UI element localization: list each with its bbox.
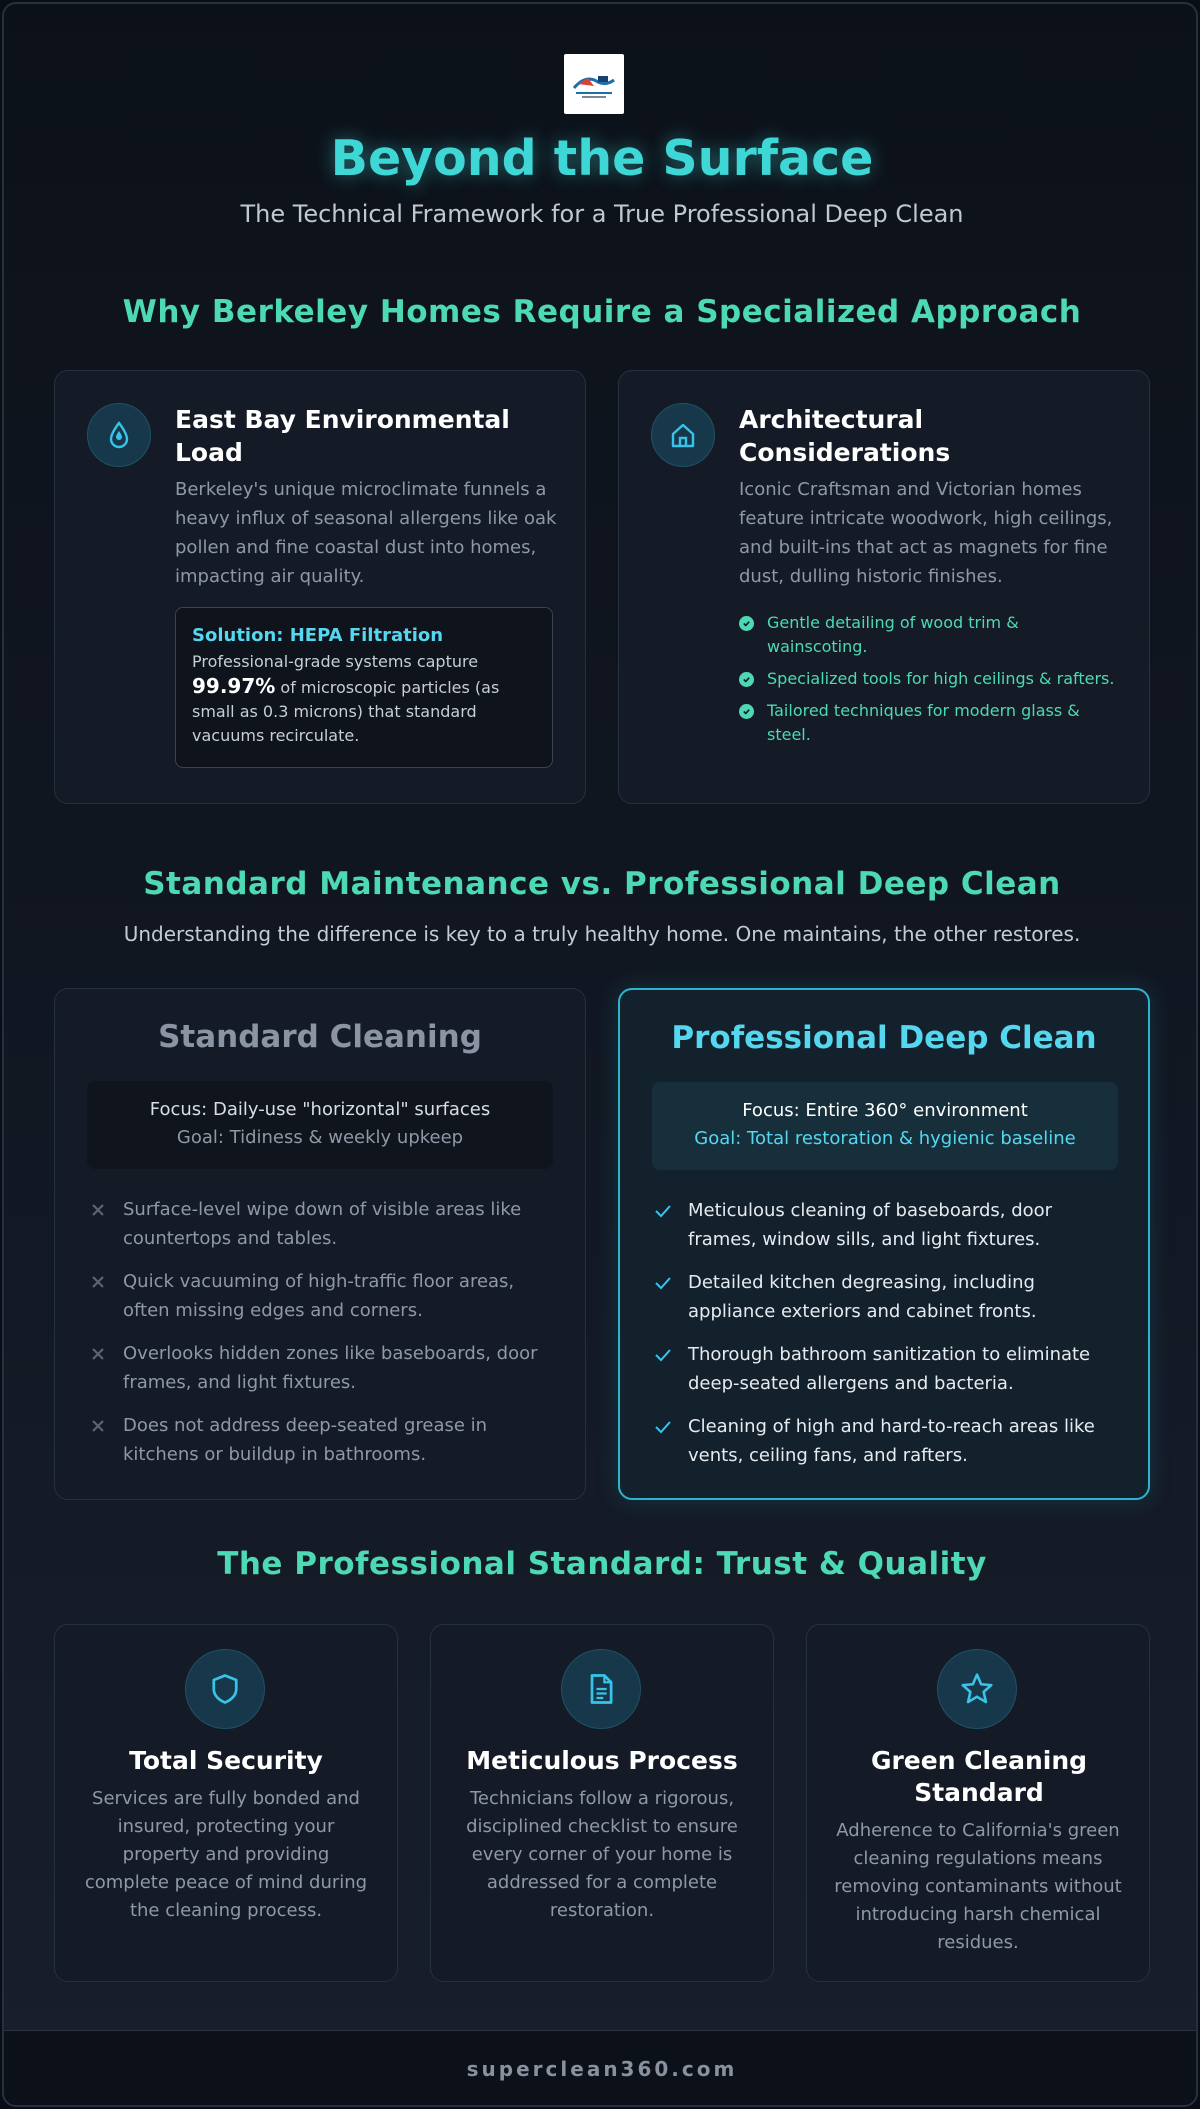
check-icon — [654, 1274, 672, 1292]
standard-cleaning-title: Standard Cleaning — [158, 1019, 482, 1055]
green-cleaning-card — [806, 1624, 1150, 1982]
solution-body — [192, 650, 536, 748]
environmental-load-body: Berkeley's unique microclimate funnels a heavy influx of seasonal allergens like oak pollen and fine coastal dust into homes, impacting air quality. — [175, 479, 557, 587]
list-item-text: Quick vacuuming of high-traffic floor areas, often missing edges and corners. — [123, 1271, 515, 1321]
footer — [4, 2030, 1198, 2107]
list-item — [87, 1411, 557, 1469]
architectural-checklist — [739, 611, 1119, 755]
list-item — [739, 611, 1119, 659]
check-icon — [654, 1346, 672, 1364]
deep-clean-list — [652, 1196, 1122, 1484]
list-item-text: Surface-level wipe down of visible areas like countertops and tables. — [123, 1199, 522, 1249]
page-subtitle: The Technical Framework for a True Professional Deep Clean — [240, 200, 964, 228]
deep-focus: Focus: Entire 360° environment — [742, 1100, 1028, 1121]
process-body: Technicians follow a rigorous, disciplined checklist to ensure every corner of your home is addressed for a complete restoration. — [466, 1788, 738, 1921]
standard-focus: Focus: Daily-use "horizontal" surfaces — [149, 1099, 491, 1120]
check-icon — [654, 1202, 672, 1220]
environmental-load-card — [54, 370, 586, 804]
x-icon — [89, 1201, 107, 1219]
deep-clean-title: Professional Deep Clean — [671, 1020, 1097, 1056]
solution-post-text: of microscopic particles (as small as 0.3 microns) that standard vacuums recirculate. — [192, 678, 500, 745]
x-icon — [89, 1345, 107, 1363]
list-item — [739, 667, 1119, 691]
home-icon — [651, 403, 715, 467]
list-item — [652, 1412, 1122, 1470]
check-circle-icon — [739, 704, 754, 719]
compare-section-title: Standard Maintenance vs. Professional Deep Clean — [143, 866, 1061, 902]
deep-goal: Goal: Total restoration & hygienic baseline — [694, 1128, 1076, 1149]
shield-icon — [185, 1649, 265, 1729]
check-icon — [654, 1418, 672, 1436]
water-drop-icon — [87, 403, 151, 467]
list-item-text: Overlooks hidden zones like baseboards, door frames, and light fixtures. — [123, 1343, 538, 1393]
company-logo — [564, 54, 624, 114]
process-card — [430, 1624, 774, 1982]
x-icon — [89, 1273, 107, 1291]
list-item-text: Detailed kitchen degreasing, including appliance exteriors and cabinet fronts. — [688, 1272, 1037, 1322]
list-item — [87, 1339, 557, 1397]
list-item — [652, 1196, 1122, 1254]
deep-focus-box — [652, 1082, 1118, 1170]
why-section-title: Why Berkeley Homes Require a Specialized Approach — [122, 294, 1082, 330]
deep-clean-card — [618, 988, 1150, 1500]
list-item — [652, 1268, 1122, 1326]
security-card — [54, 1624, 398, 1982]
environmental-load-title: East Bay Environmental Load — [175, 405, 510, 467]
solution-pre-text: Professional-grade systems capture — [192, 652, 479, 671]
list-item-text: Tailored techniques for modern glass & steel. — [767, 701, 1080, 744]
standard-cleaning-card — [54, 988, 586, 1500]
standard-goal: Goal: Tidiness & weekly upkeep — [176, 1127, 464, 1148]
page-title: Beyond the Surface — [330, 130, 874, 187]
architectural-card — [618, 370, 1150, 804]
hepa-solution-box — [175, 607, 553, 768]
logo-mark-icon — [568, 64, 620, 104]
list-item-text: Thorough bathroom sanitization to eliminate deep-seated allergens and bacteria. — [688, 1344, 1091, 1394]
solution-stat: 99.97% — [192, 674, 276, 698]
document-icon — [561, 1649, 641, 1729]
standard-list — [87, 1195, 557, 1483]
list-item — [739, 699, 1119, 747]
list-item — [652, 1340, 1122, 1398]
solution-title: Solution: HEPA Filtration — [192, 625, 444, 646]
infographic-page — [2, 2, 1198, 2107]
green-cleaning-title: Green Cleaning Standard — [870, 1746, 1088, 1807]
list-item-text: Gentle detailing of wood trim & wainscoting. — [767, 613, 1019, 656]
process-title: Meticulous Process — [466, 1746, 738, 1775]
list-item-text: Meticulous cleaning of baseboards, door frames, window sills, and light fixtures. — [688, 1200, 1053, 1250]
list-item-text: Specialized tools for high ceilings & rafters. — [767, 669, 1115, 688]
standard-focus-box — [87, 1081, 553, 1169]
architectural-body: Iconic Craftsman and Victorian homes feature intricate woodwork, high ceilings, and built-ins that act as magnets for fine dust, dulling historic finishes. — [739, 479, 1113, 587]
check-circle-icon — [739, 616, 754, 631]
architectural-title: Architectural Considerations — [739, 405, 951, 467]
star-icon — [937, 1649, 1017, 1729]
security-body: Services are fully bonded and insured, protecting your property and providing complete peace of mind during the cleaning process. — [84, 1788, 368, 1921]
green-cleaning-body: Adherence to California's green cleaning regulations means removing contaminants without introducing harsh chemical residues. — [834, 1820, 1122, 1953]
list-item-text: Does not address deep-seated grease in kitchens or buildup in bathrooms. — [123, 1415, 488, 1465]
list-item — [87, 1195, 557, 1253]
security-title: Total Security — [129, 1746, 323, 1775]
check-circle-icon — [739, 672, 754, 687]
footer-site-link[interactable]: superclean360.com — [466, 2057, 738, 2081]
trust-section-title: The Professional Standard: Trust & Quality — [217, 1546, 987, 1582]
list-item-text: Cleaning of high and hard-to-reach areas like vents, ceiling fans, and rafters. — [688, 1416, 1095, 1466]
compare-section-subtitle: Understanding the difference is key to a truly healthy home. One maintains, the other restores. — [123, 922, 1081, 946]
x-icon — [89, 1417, 107, 1435]
list-item — [87, 1267, 557, 1325]
